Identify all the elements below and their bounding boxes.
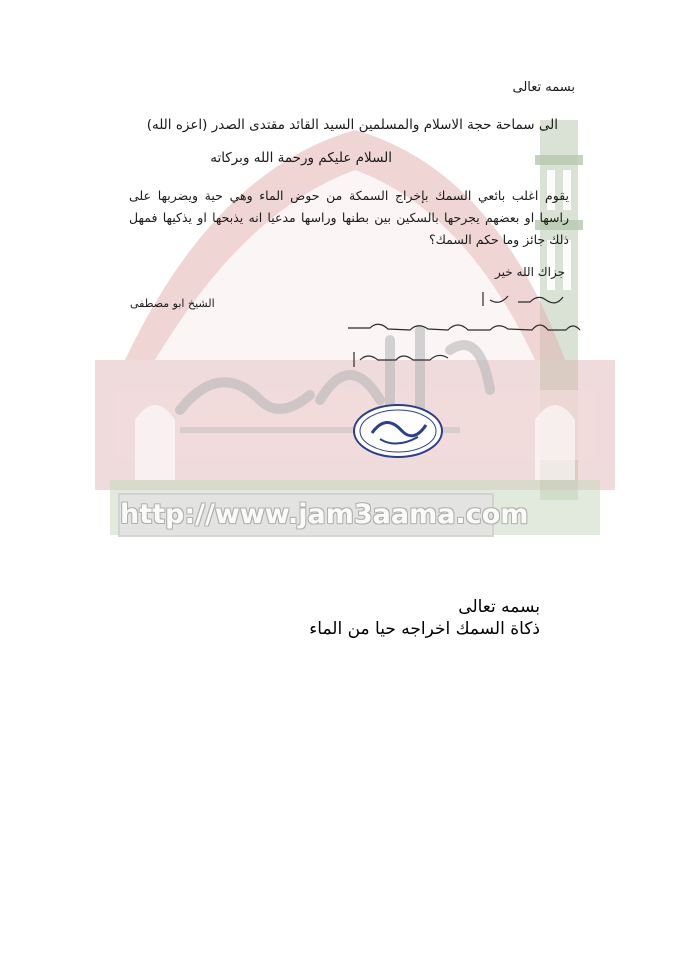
answer-text: ذكاة السمك اخراجه حيا من الماء: [309, 619, 540, 639]
letter-basmala: بسمه تعالى: [512, 80, 575, 95]
watermark-url: http://www.jam3aama.com: [118, 493, 494, 537]
letter-question: يقوم اغلب بائعي السمك بإخراج السمكة من حوض الماء وهي حية ويضربها على راسها او بعضهم يجرحها بالسكين بين بطنها وراسها مدعيا انه يذبحها او يذكيها فمهل ذلك جائز وما حكم السمك؟: [129, 188, 569, 247]
letter-addressee: الى سماحة حجة الاسلام والمسلمين السيد القائد مقتدى الصدر (اعزه الله): [146, 117, 558, 133]
seal-stamp: [352, 403, 444, 459]
letter-signature: الشيخ ابو مصطفى: [130, 297, 215, 310]
letter-closing: جزاك الله خير: [495, 265, 565, 279]
handwritten-answer: [318, 282, 583, 377]
answer-title: بسمه تعالى: [458, 597, 540, 617]
letter-greeting: السلام عليكم ورحمة الله وبركاته: [210, 150, 392, 166]
